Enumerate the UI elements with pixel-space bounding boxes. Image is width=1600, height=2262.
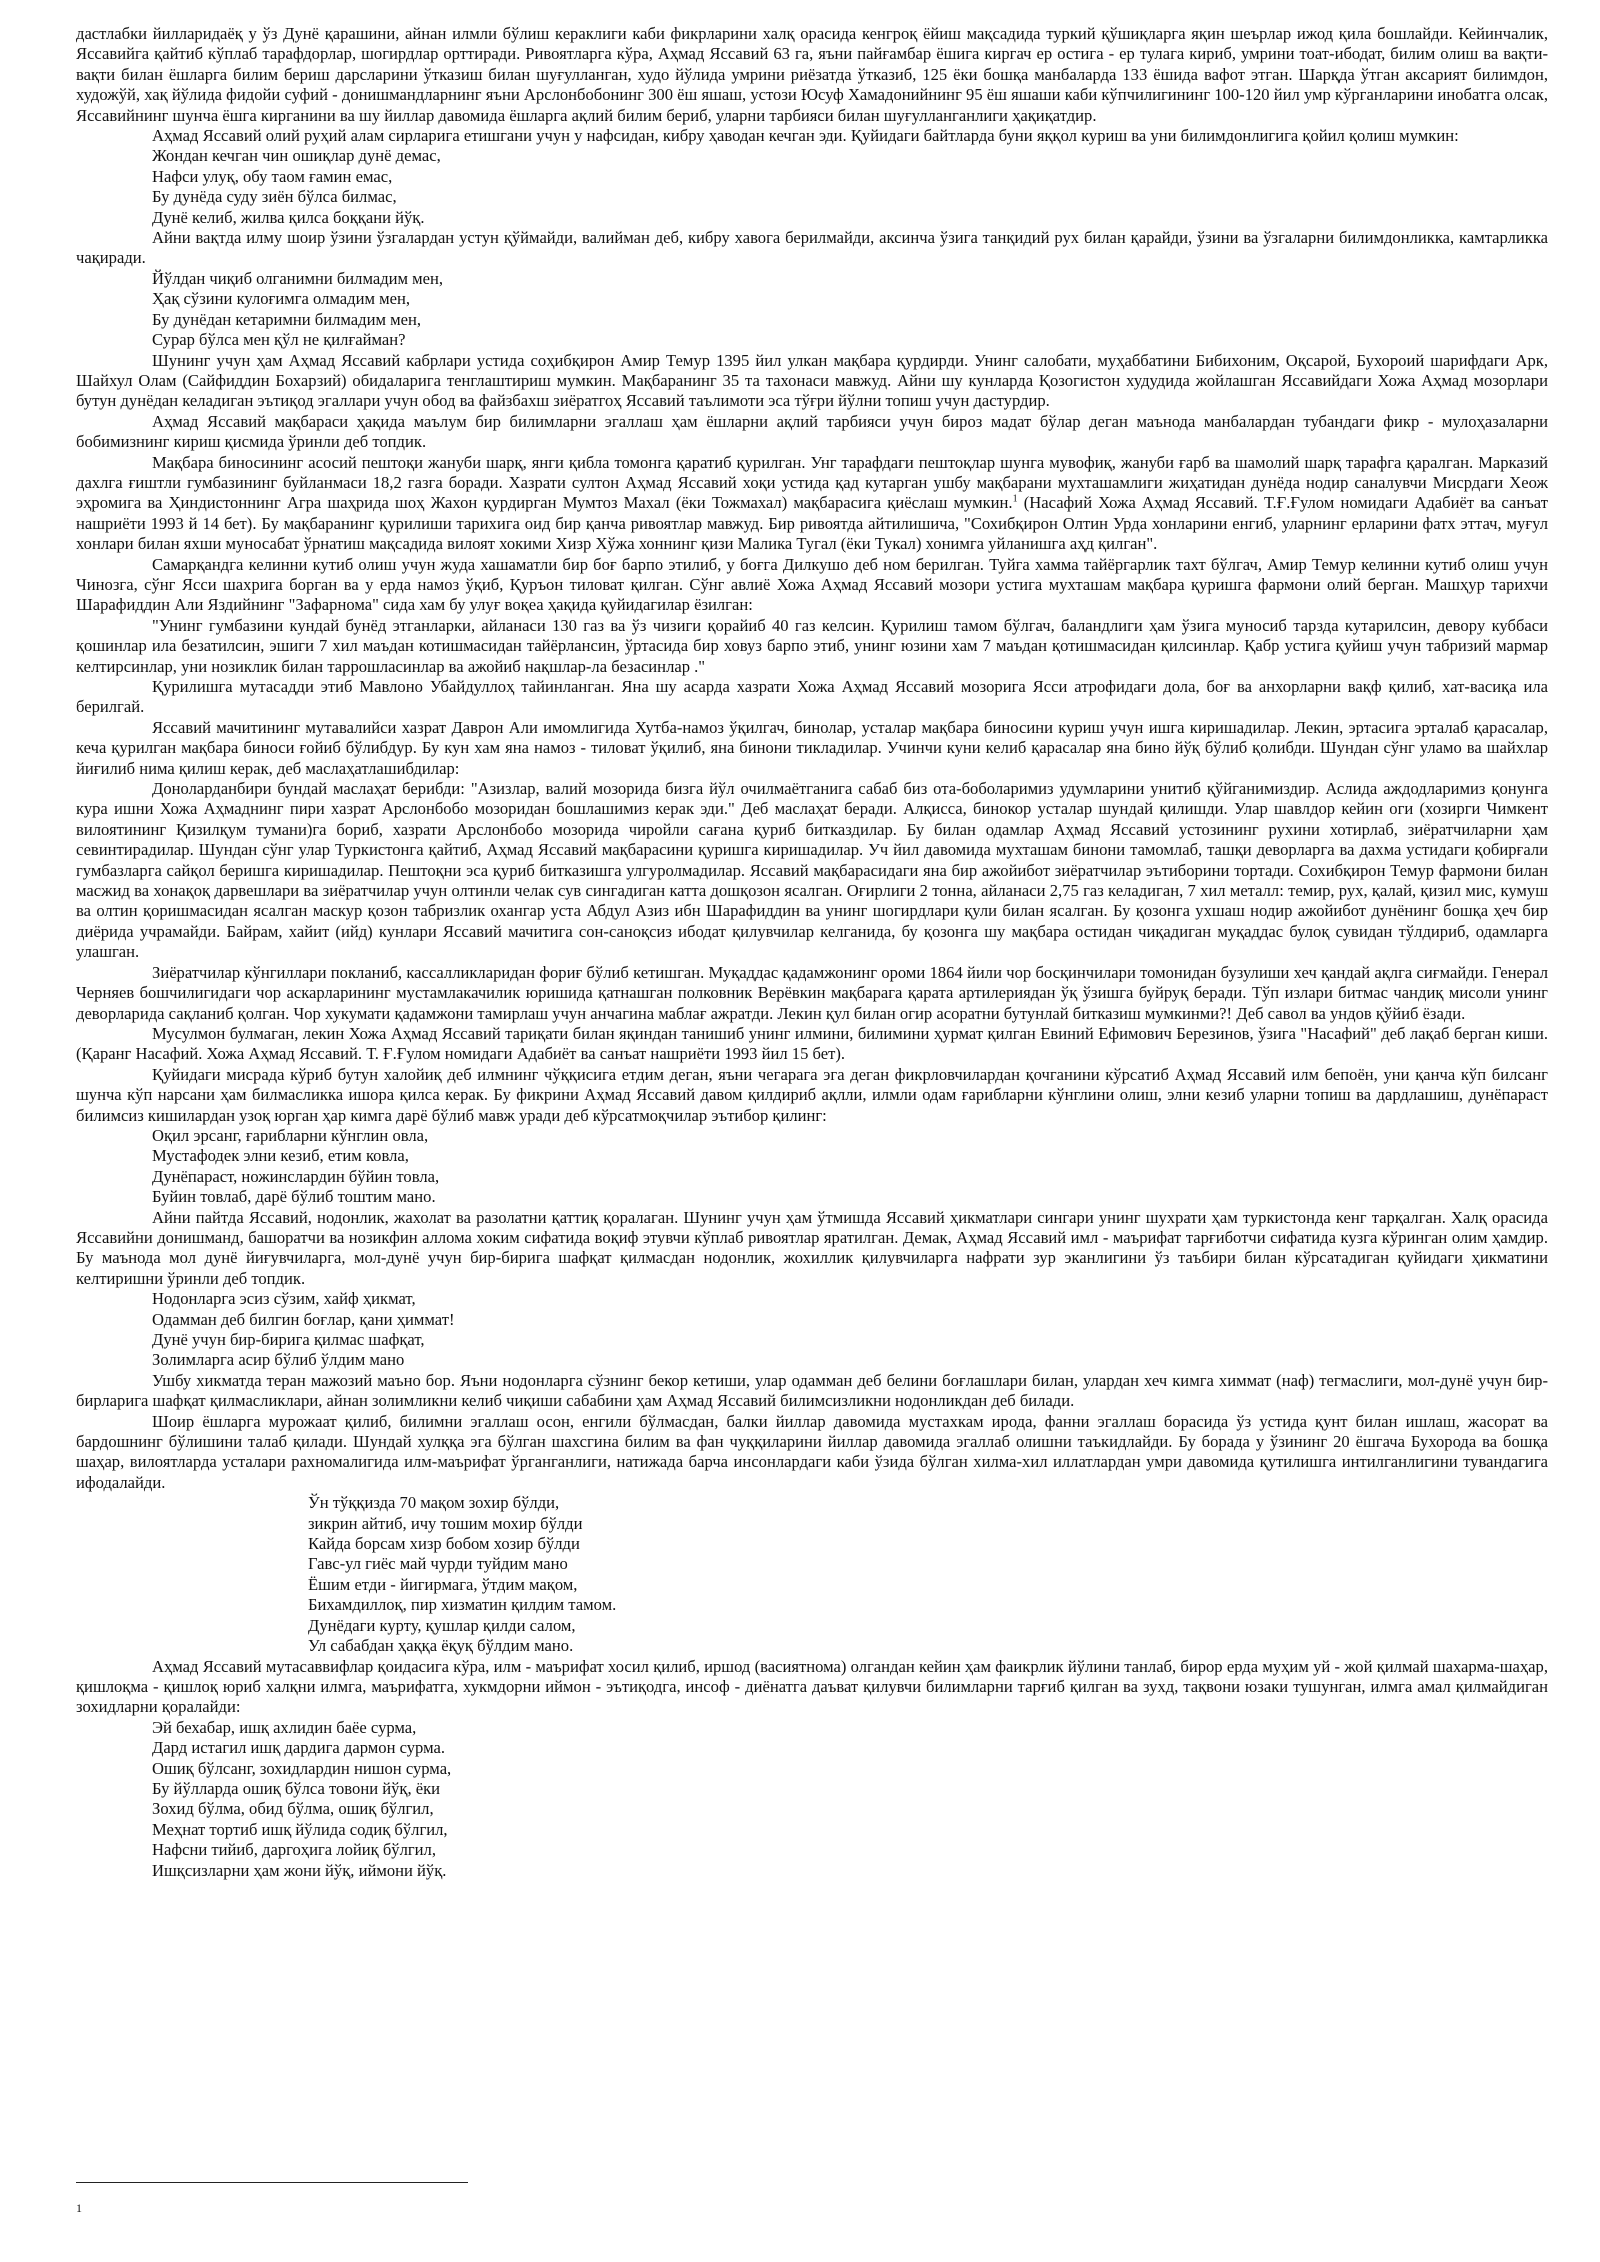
footnote-separator (76, 2182, 468, 2183)
verse-line: Нафси улуқ, обу таом ғамин емас, (152, 166, 393, 186)
verse-line: Бу йўлларда ошиқ бўлса товони йўқ, ёки (152, 1778, 441, 1798)
paragraph (76, 24, 1548, 126)
verse-line: Мустафодек элни кезиб, етим ковла, (152, 1146, 409, 1166)
paragraph (76, 1208, 1548, 1290)
verse-line: Нодонларга эсиз сўзим, хайф ҳикмат, (152, 1289, 416, 1309)
paragraph (76, 412, 1548, 453)
verse-line: зикрин айтиб, ичу тошим мохир бўлди (308, 1513, 583, 1533)
paragraph (76, 351, 1548, 412)
verse-stanza (76, 1289, 1548, 1371)
paragraph-text: Яссавий мачитининг мутавалийси хазрат Даврон Али имомлигида Хутба-намоз ўқилгач, бинолар, усталар мақбара биносини куриш учун ишга киришадилар. Лекин, эртасига эрталаб қарасалар, кеча қурилган мақбара биноси ғойиб бўлибдур. Бу кун хам яна намоз - тиловат ўқилиб, яна бинони тикладилар. Учинчи куни келиб қарасалар яна бино йўқ бўлиб қолибди. Шундан сўнг уламо ва шайхлар йиғилиб нима қилиш керак, деб маслаҳатлашибдилар: (76, 717, 1548, 778)
paragraph-text: Айни вақтда илму шоир ўзини ўзгалардан устун қўймайди, валийман деб, кибру хавога берилмайди, аксинча ўзига танқидий рух билан қарайди, ўзини ва ўзгаларни билимдонликка, камтарликка чақиради. (76, 228, 1548, 268)
verse-stanza (76, 1126, 1548, 1208)
paragraph (76, 1657, 1548, 1718)
paragraph-text: Доноларданбири бундай маслаҳат берибди: "Азизлар, валий мозорида бизга йўл очилмаётганига сабаб биз ота-боболаримиз удумларини унитиб қўйганимиздир. Аслида аждодларимиз қонунга кура ишни Хожа Аҳмаднинг пири хазрат Арслонбобо мозоридан бошлашимиз керак эди." Деб маслаҳат беради. Алқисса, бинокор усталар шундай қилишди. Улар шавлдор кейин оги (хозирги Чимкент вилоятининг Қизилқум тумани)га бориб, хазрати Арслонбобо мозорида чиройли сағана қуриб битказдилар. Бу билан одамлар Аҳмад Яссавий устозининг рухини хотирлаб, зиёратчиларни ҳам севинтирадилар. Шундан сўнг улар Туркистонга қайтиб, Аҳмад Яссавий мақбарасини қуришга киришадилар. Уч йил давомида мухташам бинони тамомлаб, ташқи деворларга ва дахма устидаги қобирғали гумбазларга сайқол беришга киришадилар. Пештоқни эса қуриб битказишга улгуролмадилар. Яссавий мақбарасидаги яна бир ажойибот зиёратчилар эътиборини тортади. Сохибқирон Темур фармони билан масжид ва хонақоқ дарвешлари ва зиёратчилар учун олтинли челак сув сингадиган катта дошқозон ясалган. Оғирлиги 2 тонна, айланаси 2,75 газ келадиган, 7 хил металл: темир, рух, қалай, қизил мис, кумуш ва олтин қоришмасидан ясалган маскур қозон табризлик охангар уста Абдул Азиз ибн Шарафиддин ва унинг шогирдлари қули билан ясалган. Бу қозонга ухшаш нодир ажойибот дунёнинг бошқа ҳеч бир диёрида учрамайди. Байрам, хайит (ийд) кунлари Яссавий мачитига сон-саноқсиз ибодат қилувчилар келганида, бу қозонга шу мақбара остидан чиқадиган муқаддас булоқ сувидан тўлдириб, одамларга улашган. (76, 779, 1548, 962)
verse-line: Жондан кечган чин ошиқлар дунё демас, (152, 146, 441, 166)
verse-line: Бу дунёда суду зиён бўлса билмас, (152, 187, 397, 207)
paragraph-text: дастлабки йилларидаёқ у ўз Дунё қарашини, айнан илмли бўлиш кераклиги каби фикрларини халқ орасида кенгроқ ёйиш мақсадида туркий қўшиқларга яқин шеърлар ижод қила бошлайди. Кейинчалик, Яссавийга қайтиб кўплаб тарафдорлар, шогирдлар орттиради. Ривоятларга кўра, Аҳмад Яссавий 63 га, яъни пайғамбар ёшига киргач ер остига - ер тулага кириб, умрини тоат-ибодат, билим олиш ва вақти-вақти билан ёшларга билим бериш дарсларини ўтказиш билан шуғулланган, худо йўлида умрини риёзатда ўтказиб, 125 ёки бошқа манбаларда 133 ёшида вафот этган. Шарқда ўтган аксарият билимдон, художўй, хақ йўлида фидойи суфий - донишмандларнинг яъни Арслонбобонинг 300 ёш яшаш, устози Юсуф Хамадонийнинг 95 ёш яшаши каби кўпчилигининг 100-120 йил умр кўрганларини инобатга олсак, Яссавийнинг шунча ёшга кирганини ва шу йиллар давомида ёшларга ақлий билим бериб, уларни тарбияси билан шуғулланганлиги ҳақиқатдир. (76, 24, 1548, 125)
paragraph (76, 963, 1548, 1024)
paragraph-text: Қуйидаги мисрада кўриб бутун халойиқ деб илмнинг чўққисига етдим деган, яъни чегарага эга деган фикрловчилардан қочганини кўрсатиб Аҳмад Яссавий илм бепоён, уни қанча кўп билсанг шунча кўп нарсани ҳам билмасликка ишора қилса керак. Бу фикрини Аҳмад Яссавий давом қилдириб ақлли, илмли одам ғарибларни кўнглини олиш, элни кезиб уларни топиш ва дардлашиш, дунёпараст билимсиз кишилардан узоқ юрган ҳар кимга дарё бўлиб мавж уради деб кўрсатмоқчилар эътибор қилинг: (76, 1064, 1548, 1125)
paragraph (76, 1024, 1548, 1065)
verse-line: Дард истагил ишқ дардига дармон сурма. (152, 1738, 445, 1758)
paragraph-text: Зиёратчилар кўнгиллари покланиб, кассалликларидан фориғ бўлиб кетишган. Муқаддас қадамжонинг ороми 1864 йили чор босқинчилари томонидан бузулиши хеч қандай ақлга сиғмайди. Генерал Черняев бошчилигидаги чор аскарларининг мустамлакачилик юришида қатнашган полковник Верёвкин мақбарага қарата артилериядан ўқ ўзишга буйруқ беради. Тўп излари битмас чандиқ мисоли унинг деворларида сақланиб қолган. Чор хукумати қадамжони тамирлаш учун анчагина маблағ ажратди. Лекин қул билан огир асоратни бутунлай битказиш мумкинми?! Деб савол ва ундов қўйиб ёзади. (76, 962, 1548, 1023)
paragraph-text: Аҳмад Яссавий олий руҳий алам сирларига етишгани учун у нафсидан, кибру ҳаводан кечган эди. Қуйидаги байтларда буни яққол куриш ва уни билимдонлигига қойил қолиш мумкин: (152, 126, 1459, 146)
verse-line: Одамман деб билгин боғлар, қани ҳиммат! (152, 1309, 455, 1329)
footnote-reference: 1 (1012, 493, 1018, 505)
verse-line: Йўлдан чиқиб олганимни билмадим мен, (152, 268, 444, 288)
verse-line: Зохид бўлма, обид бўлма, ошиқ бўлгил, (152, 1799, 434, 1819)
verse-line: Ошиқ бўлсанг, зохидлардин нишон сурма, (152, 1758, 452, 1778)
document-body (76, 24, 1548, 1881)
verse-stanza (76, 1493, 1548, 1656)
footnote-number: 1 (76, 2201, 82, 2215)
paragraph (76, 228, 1548, 269)
paragraph (76, 616, 1548, 677)
paragraph-text: Қурилишга мутасадди этиб Мавлоно Убайдуллоҳ тайинланган. Яна шу асарда хазрати Хожа Аҳмад Яссавий мозорига Ясси атрофидаги дола, боғ ва анхорларни вақф қилиб, хат-васиқа ила берилгай. (76, 677, 1548, 717)
paragraph-text: Шунинг учун ҳам Аҳмад Яссавий кабрлари устида соҳибқирон Амир Темур 1395 йил улкан мақбара қурдирди. Унинг салобати, муҳаббатини Бибихоним, Оқсарой, Бухороий шарифдаги Арк, Шайхул Олам (Сайфиддин Бохарзий) обидаларига тенглаштириш мумкин. Мақбаранинг 35 та тахонаси мавжуд. Айни шу кунларда Қозогистон худудида жойлашган Яссавийдаги Хожа Аҳмад мозорлари бутун дунёдан келадиган эътиқод эгаллари учун обод ва файзбахш зиёратгоҳ Яссавий таълимоти эса тўғри йўлни топиш учун дастурдир. (76, 350, 1548, 411)
verse-line: Ишқсизларни ҳам жони йўқ, иймони йўқ. (152, 1860, 447, 1880)
paragraph (76, 677, 1548, 718)
paragraph-text: Ушбу хикматда теран мажозий маъно бор. Яъни нодонларга сўзнинг бекор кетиши, улар одамман деб белини боғлашлари билан, улардан хеч кимга химмат (наф) тегмаслиги, мол-дунё учун бир-бирларига шафқат қилмасликлари, айнан золимликни келиб чиқиши сабабини ҳам Аҳмад Яссавий билимсизликни нодонликдан деб билади. (76, 1370, 1548, 1411)
verse-line: Ҳақ сўзини кулоғимга олмадим мен, (152, 289, 411, 309)
verse-line: Дунё келиб, жилва қилса боққани йўқ. (152, 207, 425, 227)
paragraph (76, 126, 1548, 146)
verse-line: Бихамдиллоқ, пир хизматин қилдим тамом. (308, 1595, 617, 1615)
verse-line: Бу дунёдан кетаримни билмадим мен, (152, 309, 422, 329)
verse-line: Буйин товлаб, дарё бўлиб тоштим мано. (152, 1187, 436, 1207)
verse-line: Меҳнат тортиб ишқ йўлида содиқ бўлгил, (152, 1819, 448, 1839)
verse-stanza (76, 269, 1548, 351)
verse-line: Золимларга асир бўлиб ўлдим мано (152, 1350, 405, 1370)
verse-line: Эй бехабар, ишқ ахлидин баёе сурма, (152, 1717, 417, 1737)
paragraph (76, 718, 1548, 779)
verse-line: Дунё учун бир-бирига қилмас шафқат, (152, 1330, 425, 1349)
paragraph (76, 555, 1548, 616)
paragraph (76, 453, 1548, 555)
paragraph (76, 1412, 1548, 1494)
paragraph-text: Айни пайтда Яссавий, нодонлик, жахолат ва разолатни қаттиқ қоралаган. Шунинг учун ҳам ўтмишда Яссавий ҳикматлари сингари унинг шухрати ҳам туркистонда кенг тарқалган. Халқ орасида Яссавийни донишманд, башоратчи ва нозикфин аллома хоким сифатида воқиф этувчи кўплаб ривоятлар яратилган. Демак, Аҳмад Яссавий имл - маърифат тарғиботчи сифатида кузга кўринган олим ҳамдир. Бу маънода мол дунё йиғувчиларга, мол-дунё учун бир-бирига шафқат қилмасдан нодонлик, жохиллик қилувчиларга нафрати зур эканлигини ўз таъбири билан кўрсатадиган қуйидаги ҳикматини келтиришни ўринли деб топдик. (76, 1207, 1548, 1288)
verse-line: Дунёпараст, ножинслардин бўйин товла, (152, 1166, 440, 1186)
paragraph-text: Аҳмад Яссавий мутасаввифлар қоидасига кўра, илм - маърифат хосил қилиб, иршод (васиятнома) олгандан кейин ҳам фаикрлик йўлини танлаб, бирор ерда муҳим уй - жой қилмай шахарма-шаҳар, қишлоқма - қишлоқ юриб халқни илмга, маърифатга, хукмдорни иймон - эътиқодга, инсоф - диёнатга даъват қилувчи билимларни тарғиб қилган ва зухд, тақвони юзаки тушунган, илмга амал қилмайдиган зохидларни қоралайди: (76, 1656, 1548, 1717)
paragraph (76, 1065, 1548, 1126)
verse-line: Ул сабабдан ҳаққа ёқуқ бўлдим мано. (308, 1636, 574, 1656)
verse-line: Ёшим етди - йигирмага, ўтдим мақом, (308, 1574, 578, 1594)
paragraph-text: Шоир ёшларга мурожаат қилиб, билимни эгаллаш осон, енгили бўлмасдан, балки йиллар давомида мустахкам ирода, фанни эгаллаш борасида ўз устида қунт билан ишлаш, жасорат ва бардошнинг бўлишини талаб қилади. Шундай хулққа эга бўлган шахсгина билим ва фан чуққиларини йиллар давомида эгаллаб олишни таъкидлайди. Бу борада у ўзининг 20 ёшгача Бухорода ва бошқа шаҳар, вилоятларда усталари рахномалигида илм-маърифат ўрганганлиги, натижада барча инсонлардаги каби ўзида бўлган хилма-хил иллатлардан умри давомида қутилишга интилганлигини тувандагига ифодалайди. (76, 1411, 1548, 1492)
paragraph (76, 1371, 1548, 1412)
paragraph-text: Аҳмад Яссавий мақбараси ҳақида маълум бир билимларни эгаллаш ҳам ёшларни ақлий тарбияси учун бироз мадат бўлар деган маънода манбалардан тубандаги фикр - мулоҳазаларни бобимизнинг кириш қисмида ўринли деб топдик. (76, 411, 1548, 452)
paragraph-text: Самарқандга келинни кутиб олиш учун жуда хашаматли бир боғ барпо этилиб, у боғга Дилкушо деб ном берилган. Туйга хамма тайёргарлик тахт бўлгач, Амир Темур келинни кутиб олиш учун Чинозга, сўнг Ясси шахрига борган ва у ерда намоз ўқиб, Қуръон тиловат қилган. Сўнг авлиё Хожа Аҳмад Яссавий мозори устига мухташам мақбара қуришга фармони олий берган. Машҳур тарихчи Шарафиддин Али Яздийнинг "Зафарнома" сида хам бу улуғ воқеа ҳақида қуйидагилар ёзилган: (76, 554, 1548, 615)
verse-line: Ўн тўққизда 70 мақом зохир бўлди, (308, 1493, 560, 1513)
verse-stanza (76, 146, 1548, 228)
paragraph-text-continued: (Насафий Хожа Аҳмад Яссавий. Т.Ғ.Ғулом номидаги Адабиёт ва санъат нашриёти 1993 й 14 бет). Бу мақбаранинг қурилиши тарихига оид бир қанча ривоятлар мавжуд. Бир ривоятда айтилишича, "Сохибқирон Олтин Урда хонларини енгиб, уларнинг ерларини фатх эттач, муғул хонлари билан яхши муносабат ўрнатиш мақсадида вилоят хокими Хизр Хўжа хоннинг қизи Малика Тугал (ёки Тукал) хонимга уйланишга аҳд қилган". (76, 493, 1548, 554)
verse-line: Сурар бўлса мен қўл не қилғайман? (152, 330, 406, 350)
verse-line: Нафсни тийиб, даргоҳига лойиқ бўлгил, (152, 1840, 436, 1860)
paragraph-text: Мақбара биносининг асосий пештоқи жануби шарқ, янги қибла томонга қаратиб қурилган. Унг тарафдаги пештоқлар шунга мувофиқ, жануби ғарб ва шамолий шарқ тарафга қаралган. Марказий дахлга ғиштли гумбазининг буйланмаси 18,2 газга боради. Хазрати султон Аҳмад Яссавий хоқи устида қад кутарган ушбу мақбарани мухташамлиги жиҳатидан дунёда нодир саналувчи Мисрдаги Хеож эҳромига ва Ҳиндистоннинг Агра шаҳрида шоҳ Жахон қурдирган Мумтоз Махал (ёки Тожмахал) мақбарасига қиёслаш мумкин. (76, 452, 1548, 513)
verse-stanza (76, 1718, 1548, 1881)
paragraph-text: "Унинг гумбазини кундай бунёд этганларки, айланаси 130 газ ва ўз чизиги қорайиб 40 газ келсин. Қурилиш тамом бўлгач, баландлиги ҳам ўзига муносиб тарзда кутарилсин, деворy куббаси қошинлар ила безатилсин, эшиги 7 хил маъдан котишмасидан тайёрлансин, ўртасида бир ховуз барпо этиб, унинг юзини хам 7 маъдан қотишмасидан қилсинлар. Қабр устига қуйиш учун табризий мармар келтирсинлар, уни нозиклик билан таррошласинлар ва ажойиб нақшлар-ла безасинлар ." (76, 615, 1548, 676)
verse-line: Кайда борсам хизр бобом хозир бўлди (308, 1534, 580, 1554)
verse-line: Гавс-ул гиёс май чурди туйдим мано (308, 1554, 568, 1574)
verse-line: Дунёдаги курту, қушлар қилди салом, (308, 1615, 576, 1635)
paragraph (76, 779, 1548, 963)
verse-line: Оқил эрсанг, ғарибларни кўнглин овла, (152, 1125, 429, 1145)
paragraph-text: Мусулмон булмаган, лекин Хожа Аҳмад Яссавий тариқати билан яқиндан танишиб унинг илмини, билимини ҳурмат қилган Евиний Ефимович Березинов, ўзига "Насафий" деб лақаб берган киши. (Қаранг Насафий. Хожа Аҳмад Яссавий. Т. Ғ.Ғулом номидаги Адабиёт ва санъат нашриёти 1993 йил 15 бет). (76, 1023, 1548, 1064)
